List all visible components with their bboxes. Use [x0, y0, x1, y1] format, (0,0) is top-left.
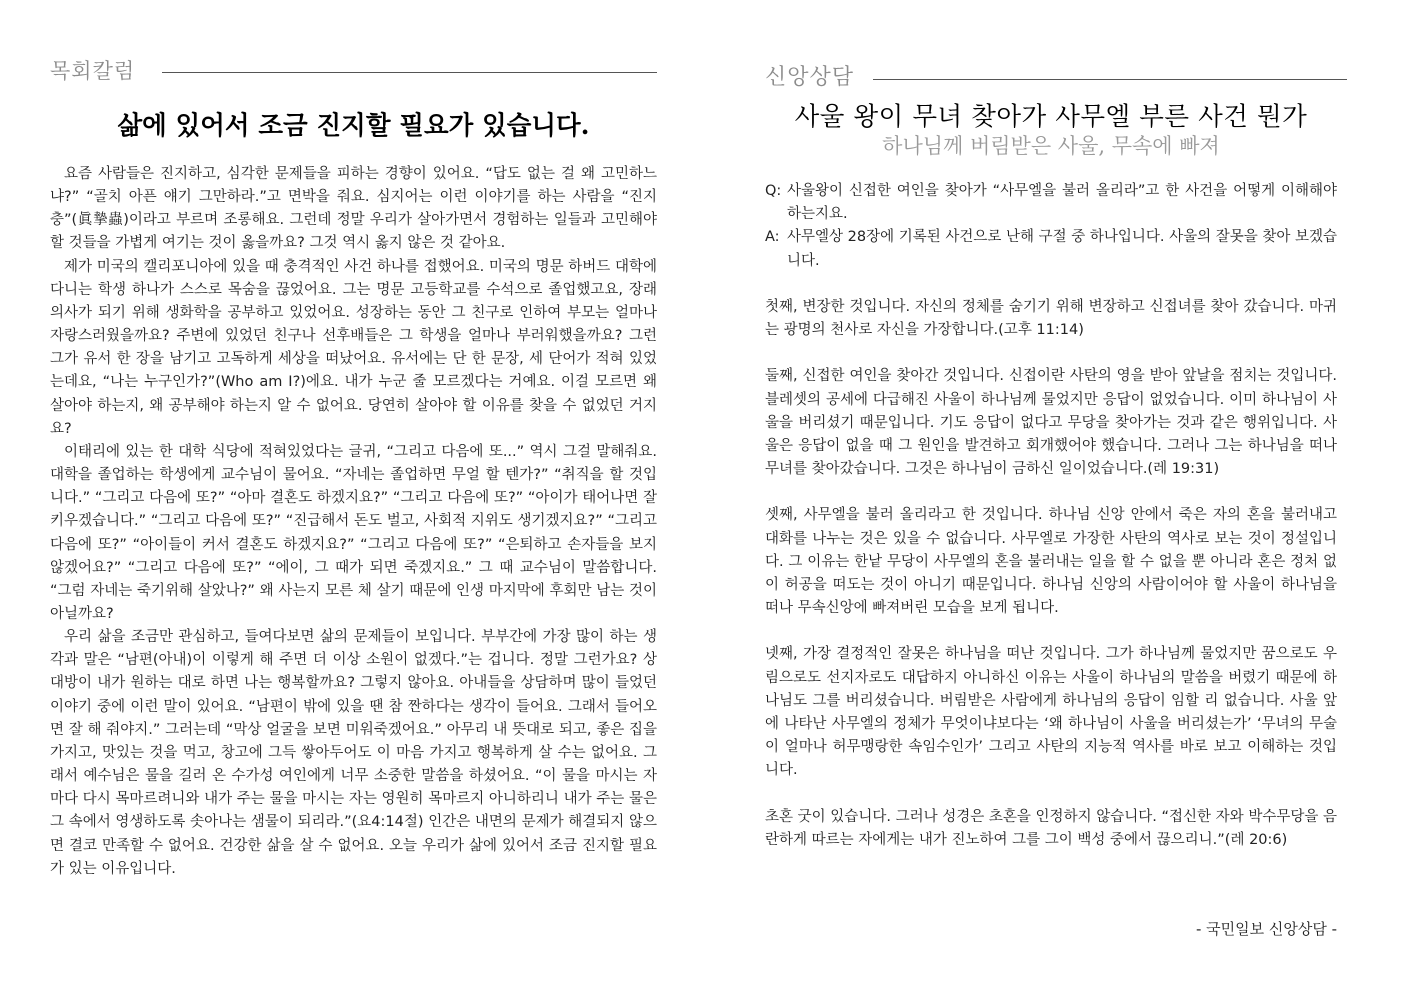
- article-subtitle: 하나님께 버림받은 사울, 무속에 빠져: [882, 134, 1220, 158]
- section-label: 신앙상담: [765, 65, 855, 90]
- counseling-paragraph: 넷째, 가장 결정적인 잘못은 하나님을 떠난 것입니다. 그가 하나님께 물었지만 꿈으로도 우림으로도 선지자로도 대답하지 아니하신 이유는 사울이 하나님의 말씀을 버렸기 때문에 하나님도 그를 버리셨습니다. 버림받은 사람에게 하나님의 응답이 임할 리 없습니다. 사울 앞에 나타난 사무엘의 정체가 무엇이냐보다는 ‘왜 하나님이 사울을 버리셨는가’ ‘무녀의 무술이 얼마나 허무맹랑한 속임수인가’ 그리고 사탄의 지능적 역사를 바로 보고 이해하는 것입니다.: [765, 646, 1337, 779]
- section-label: 목회칼럼: [50, 59, 136, 83]
- counseling-paragraph: 첫째, 변장한 것입니다. 자신의 정체를 숨기기 위해 변장하고 신접녀를 찾아 갔습니다. 마귀는 광명의 천사로 자신을 가장합니다.(고후 11:14): [765, 299, 1337, 339]
- counseling-paragraph: 초혼 굿이 있습니다. 그러나 성경은 초혼을 인정하지 않습니다. “접신한 자와 박수무당을 음란하게 따르는 자에게는 내가 진노하여 그를 그이 백성 중에서 끊으리니.”(레 20:6): [765, 808, 1337, 848]
- answer-text: 사무엘상 28장에 기록된 사건으로 난해 구절 중 하나입니다. 사울의 잘못을 찾아 보겠습니다.: [787, 229, 1337, 269]
- article-paragraph: 제가 미국의 캘리포니아에 있을 때 충격적인 사건 하나를 접했어요. 미국의 명문 하버드 대학에 다니는 학생 하나가 스스로 목숨을 끊었어요. 그는 명문 고등학교를 수석으로 졸업했고요, 장래 의사가 되기 위해 생화학을 공부하고 있었어요. 성장하는 동안 그 친구로 인하여 부모는 얼마나 자랑스러웠을까요? 주변에 있었던 친구나 선후배들은 그 학생을 얼마나 부러워했을까요? 그런 그가 유서 한 장을 남기고 고독하게 세상을 떠났어요. 유서에는 단 한 문장, 세 단어가 적혀 있었는데요, “나는 누구인가?”(Who am I?)에요. 내가 누군 줄 모르겠다는 거예요. 이걸 모르면 왜 살아야 하는지, 왜 공부해야 하는지 알 수 없어요. 당연히 살아야 할 이유를 찾을 수 없었던 거지요?: [50, 258, 657, 437]
- counseling-paragraph: 셋째, 사무엘을 불러 올리라고 한 것입니다. 하나님 신앙 안에서 죽은 자의 혼을 불러내고 대화를 나누는 것은 있을 수 없습니다. 사무엘로 가장한 사탄의 역사로 보는 것이 정설입니다. 그 이유는 한낱 무당이 사무엘의 혼을 불러내는 일을 할 수 없을 뿐 아니라 혼은 정처 없이 허공을 떠도는 것이 아니기 때문입니다. 하나님 신앙의 사람이어야 할 사울이 하나님을 떠나 무속신앙에 빠져버린 모습을 보게 됩니다.: [765, 507, 1337, 617]
- question-label: Q:: [765, 183, 782, 199]
- question: [765, 180, 1337, 226]
- question-text: 사울왕이 신접한 여인을 찾아가 “사무엘을 불러 올리라”고 한 사건을 어떻게 이해해야 하는지요.: [787, 183, 1337, 223]
- article-title: 삶에 있어서 조금 진지할 필요가 있습니다.: [117, 111, 590, 141]
- answer-label: A:: [765, 229, 780, 246]
- article-paragraph: 이태리에 있는 한 대학 식당에 적혀있었다는 글귀, “그리고 다음에 또...” 역시 그걸 말해줘요. 대학을 졸업하는 학생에게 교수님이 물어요. “자네는 졸업하면 무얼 할 텐가?” “취직을 할 것입니다.” “그리고 다음에 또?” “아마 결혼도 하겠지요?” “그리고 다음에 또?” “아이가 태어나면 잘 키우겠습니다.” “그리고 다음에 또?” “진급해서 돈도 벌고, 사회적 지위도 생기겠지요?” “그리고 다음에 또?” “아이들이 커서 결혼도 하겠지요?” “그리고 다음에 또?” “은퇴하고 손자들을 보지 않겠어요?” “그리고 다음에 또?” “에이, 그 때가 되면 죽겠지요.” 그 때 교수님이 말씀합니다. “그럼 자네는 죽기위해 살았나?” 왜 사는지 모른 체 살기 때문에 인생 마지막에 후회만 남는 것이 아닐까요?: [50, 443, 657, 622]
- section-header: [765, 60, 1337, 94]
- article-title: 사울 왕이 무녀 찾아가 사무엘 부른 사건 뭔가: [794, 102, 1308, 132]
- answer: [765, 226, 1337, 272]
- source-credit: - 국민일보 신앙상담 -: [1195, 920, 1337, 938]
- counseling-body: [765, 296, 1337, 875]
- article-paragraph: 요즘 사람들은 진지하고, 심각한 문제들을 피하는 경향이 있어요. “답도 없는 걸 왜 고민하느냐?” “골치 아픈 얘기 그만하라.”고 면박을 줘요. 심지어는 이런 이야기를 하는 사람을 “진지충”(眞摯蟲)이라고 부르며 조롱해요. 그런데 정말 우리가 살아가면서 경험하는 일들과 고민해야 할 것들을 가볍게 여기는 것이 옳을까요? 그것 역시 옳지 않은 것 같아요.: [50, 166, 657, 252]
- counseling-paragraph: 둘째, 신접한 여인을 찾아간 것입니다. 신접이란 사탄의 영을 받아 앞날을 점치는 것입니다. 블레셋의 공세에 다급해진 사울이 하나님께 물었지만 응답이 없었습니다. 이미 하나님이 사울을 버리셨기 때문입니다. 기도 응답이 없다고 무당을 찾아가는 것과 같은 행위입니다. 사울은 응답이 없을 때 그 원인을 발견하고 회개했어야 했습니다. 그러나 그는 하나님을 떠나 무녀를 찾아갔습니다. 그것은 하나님이 금하신 일이었습니다.(레 19:31): [765, 368, 1337, 478]
- section-divider: [162, 72, 657, 73]
- article-body: [50, 163, 657, 881]
- section-header: [50, 55, 657, 89]
- article-paragraph: 우리 삶을 조금만 관심하고, 들여다보면 삶의 문제들이 보입니다. 부부간에 가장 많이 하는 생각과 말은 “남편(아내)이 이렇게 해 주면 더 이상 소원이 없겠다.”는 겁니다. 정말 그런가요? 상대방이 내가 원하는 대로 하면 나는 행복할까요? 그렇지 않아요. 아내들을 상담하며 많이 들었던 이야기 중에 이런 말이 있어요. “남편이 밖에 있을 땐 참 짠하다는 생각이 들어요. 그래서 들어오면 잘 해 줘야지.” 그러는데 “막상 얼굴을 보면 미워죽겠어요.” 아무리 내 뜻대로 되고, 좋은 집을 가지고, 맛있는 것을 먹고, 창고에 그득 쌓아두어도 이 마음 가지고 행복하게 살 수는 없어요. 그래서 예수님은 물을 길러 온 수가성 여인에게 너무 소중한 말씀을 하셨어요. “이 물을 마시는 자마다 다시 목마르려니와 내가 주는 물을 마시는 자는 영원히 목마르지 아니하리니 내가 주는 물은 그 속에서 영생하도록 솟아나는 샘물이 되리라.”(요4:14절) 인간은 내면의 문제가 해결되지 않으면 결코 만족할 수 없어요. 건강한 삶을 살 수 없어요. 오늘 우리가 삶에 있어서 조금 진지할 필요가 있는 이유입니다.: [50, 629, 657, 877]
- section-divider: [873, 79, 1347, 80]
- question-answer: [765, 180, 1337, 273]
